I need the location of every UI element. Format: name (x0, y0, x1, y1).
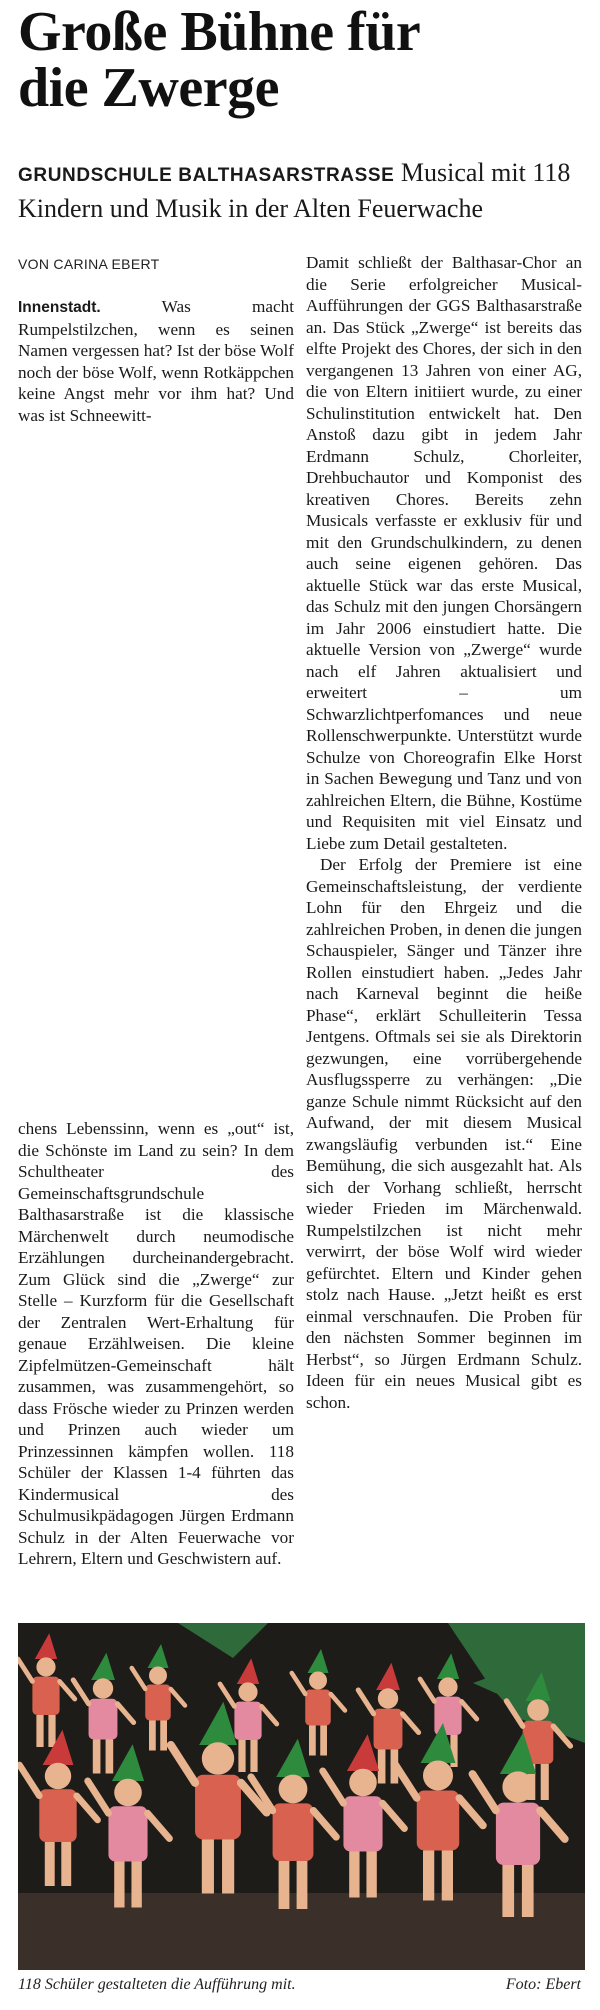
article-column-2 (306, 252, 582, 1413)
article-paragraph-3: Der Erfolg der Premiere ist eine Gemeinschaftsleistung, der verdiente Lohn für den Ehrgeiz und die zahlreichen Proben, in denen die jungen Schauspieler, Sänger und Tänzer ihre Rollen einstudiert haben. „Jedes Jahr nach Karneval beginnt die heiße Phase“, erklärt Schulleiterin Tessa Jentgens. Oftmals sei sie als Direktorin gezwungen, eine vorrübergehende Ausflugssperre zu verhängen: „Die ganze Schule nimmt Rücksicht auf den Aufwand, der mit diesem Musical zwangsläufig verbunden ist.“ Eine Bemühung, die sich ausgezahlt hat. Als sich der Vorhang schließt, herrscht wieder Frieden im Märchenwald. Rumpelstilzchen ist nicht mehr verwirrt, der böse Wolf wird wieder gefürchtet. Eltern und Kinder gehen stolz nach Hause. „Jetzt heißt es erst einmal verschnaufen. Die Proben für den nächsten Sommer beginnen im Herbst“, so Jürgen Erdmann Schulz. Ideen für ein neues Musical gibt es schon. (306, 855, 582, 1412)
dateline-location: Innenstadt. (18, 299, 101, 316)
subhead-kicker: GRUNDSCHULE BALTHASARSTRASSE (18, 165, 395, 186)
article-column-1-bottom (18, 1118, 294, 1570)
subheadline (18, 156, 588, 225)
article-paragraph-2: Damit schließt der Balthasar-Chor an die Serie erfolgreicher Musical-Aufführungen der GGS Balthasarstraße an. Das Stück „Zwerge“ ist bereits das elfte Projekt des Chores, der sich in den vergangenen 13 Jahren von einer AG, die von Eltern initiiert wurde, zu einer Schulinstitution entwickelt hat. Den Anstoß dazu gibt in jedem Jahr Erdmann Schulz, Chorleiter, Drehbuchautor und Komponist des kreativen Chores. Bereits zehn Musicals verfasste er exklusiv für und mit den Grundschulkindern, zu denen auch seine eigenen gehören. Das aktuelle Stück war das erste Musical, das Schulz mit den jungen Chorsängern im Jahr 2006 einstudiert hatte. Die aktuelle Version von „Zwerge“ wurde nach elf Jahren aktualisiert und erweitert – um Schwarzlichtperfomances und neue Rollenschwerpunkte. Unterstützt wurde Schulze von Choreografin Elke Horst in Sachen Bewegung und Tanz und von zahlreichen Eltern, die Bühne, Kostüme und Requisiten mit viel Einsatz und Liebe zum Detail gestalteten. (306, 253, 582, 853)
headline-line-2: die Zwerge (18, 57, 279, 119)
stage-photo-illustration (18, 1623, 585, 1970)
photo-caption (18, 1976, 585, 1994)
caption-text: 118 Schüler gestalteten die Aufführung mit. (18, 1976, 296, 1993)
article-column-1-top (18, 296, 294, 426)
headline-line-1: Große Bühne für (18, 1, 421, 63)
article-text-1: Was macht Rumpelstilzchen, wenn es seinen Namen vergessen hat? Ist der böse Wolf noch der böse Wolf, wenn Rotkäppchen keine Angst mehr vor ihm hat? Und was ist Schneewitt- (18, 297, 294, 425)
article-text-2: chens Lebenssinn, wenn es „out“ ist, die Schönste im Land zu sein? In dem Schultheater des Gemeinschaftsgrundschule Balthasarstraße ist die klassische Märchenwelt durch neumodische Erzählungen durcheinandergebracht. Zum Glück sind die „Zwerge“ zur Stelle – Kurzform für die Gesellschaft der Zentralen Wert-Erhaltung für genaue Erzählweisen. Die kleine Zipfelmützen-Gemeinschaft hält zusammen, was zusammengehört, so dass Frösche wieder zu Prinzen werden und Prinzen auch wieder um Prinzessinnen kämpfen wollen. 118 Schüler der Klassen 1-4 führten das Kindermusical des Schulmusikpädagogen Jürgen Erdmann Schulz in der Alten Feuerwache vor Lehrern, Eltern und Geschwistern auf. (18, 1119, 294, 1568)
photo-credit: Foto: Ebert (505, 1976, 581, 1993)
subhead-text: Musical mit 118 Kindern und Musik in der Alten Feuerwache (18, 158, 571, 223)
headline (18, 1, 588, 119)
stage-photo (18, 1623, 585, 1970)
byline: VON CARINA EBERT (18, 256, 160, 272)
